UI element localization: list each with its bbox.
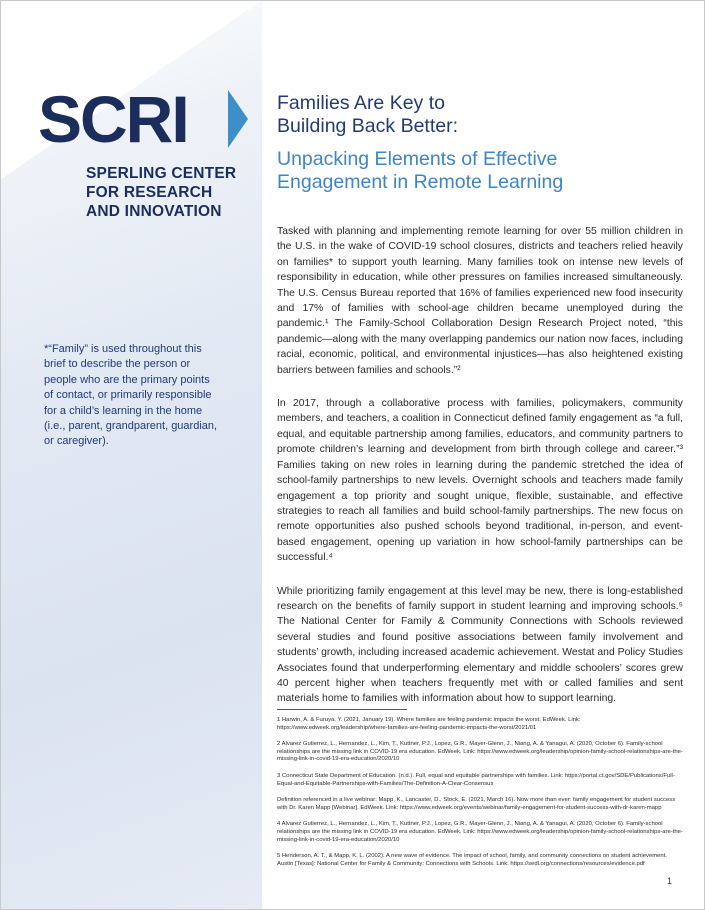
footnote: 1 Harwin, A. & Furuya, Y. (2021, January 19). Where families are feeling pandemic impacts the worst. EdWeek. Link: https://www.edweek.org/leadership/where-families-are-feeling-pandemic-impacts-the-worst/2021/01 xyxy=(277,717,581,731)
title-block xyxy=(277,92,687,194)
document-subtitle xyxy=(277,148,687,194)
footnote: 2 Alvarez Gutierrez, L., Hernandez, L., Kim, T., Kuttner, P.J., Lopez, G.R., Mayer-Glenn, J., Niang, A. & Yanagui, A. (2020, October 6). Family-school relationships are the missing link in COVID-19 era education. EdWeek. Link: https://www.edweek.org/leadership/opinion-family-school-relationships-are-the-missing-link-in-covid-19-era-education/2020/10 xyxy=(277,741,683,763)
org-name-line: AND INNOVATION xyxy=(86,203,222,220)
scri-logo xyxy=(38,82,243,156)
body-paragraph: In 2017, through a collaborative process with families, policymakers, community members, and teachers, a coalition in Connecticut defined family engagement as “a full, equal, and equitable partnership among families, educators, and community partners to promote children’s learning and development from birth through college and career.”³ Families taking on new roles in learning during the pandemic stretched the idea of school-family partnerships to new levels. Overnight schools and teachers made family engagement a top priority and sought unique, flexible, sustainable, and effective strategies to reach all families and build school-family partnerships. The new focus on remote opportunities also pushed schools beyond traditional, in-person, and event-based engagement, opening up variation in how school-family partnerships can be successful.⁴ xyxy=(277,398,683,564)
footnotes xyxy=(277,717,683,877)
footnote: 4 Alvarez Gutierrez, L., Hernandez, L., Kim, T., Kuttner, P.J., Lopez, G.R., Mayer-Glenn, J., Niang, A. & Yanagui, A. (2020, October 6). Family-school relationships are the missing link in COVID-19 era education. EdWeek. Link: https://www.edweek.org/leadership/opinion-family-school-relationships-are-the-missing-link-in-covid-19-era-education/2020/10 xyxy=(277,821,683,843)
org-name-line: SPERLING CENTER xyxy=(86,165,237,182)
footnote-divider xyxy=(277,709,407,710)
organization-name xyxy=(86,164,256,221)
title-line: Families Are Key to xyxy=(277,92,445,114)
title-line: Building Back Better: xyxy=(277,115,459,137)
org-name-line: FOR RESEARCH xyxy=(86,184,213,201)
subtitle-line: Unpacking Elements of Effective xyxy=(277,148,558,170)
family-definition-note: *“Family” is used throughout this brief to describe the person or people who are the primary points of contact, or primarily responsible for a child’s learning in the home (i.e., parent, grandparent, guardian, or caregiver). xyxy=(44,343,218,448)
footnote: Definition referenced in a live webinar: Mapp, K., Lancaster, D., Stock, E. (2021, March 16). Now more than ever: family engagement for student success with Dr. Karen Mapp [Webinar]. EdWeek. Link: https://www.edweek.org/events/webinar/family-engagement-for-student-success-with-dr-karen-mapp xyxy=(277,797,676,811)
body-text xyxy=(277,224,683,725)
subtitle-line: Engagement in Remote Learning xyxy=(277,171,564,193)
document-title xyxy=(277,92,687,138)
body-paragraph: Tasked with planning and implementing remote learning for over 55 million children in the U.S. in the wake of COVID-19 school closures, districts and teachers relied heavily on families* to support youth learning. Many families took on intense new levels of responsibility in education, while other pressures on families increased simultaneously. The U.S. Census Bureau reported that 16% of families experienced new food insecurity and 17% of families with school-age children became unemployed during the pandemic.¹ The Family-School Collaboration Design Research Project noted, “this pandemic—along with the many overlapping pandemics our nation now faces, including racial, economic, political, and environmental injustices—has also heightened existing barriers between families and schools.”² xyxy=(277,226,683,376)
footnote: 5 Henderson, A. T., & Mapp, K. L. (2002). A new wave of evidence. The impact of school, family, and community connections on student achievement. Austin [Texas]: National Center for Family & Community: Connections with Schools. Link: https://sedl.org/connections/resources/evidence.pdf xyxy=(277,853,667,867)
play-arrow-icon xyxy=(228,90,248,148)
body-paragraph: While prioritizing family engagement at this level may be new, there is long-established research on the benefits of family support in student learning and improving schools.⁵ The National Center for Family & Community Connections with Schools reviewed several studies and found positive associations between family involvement and students’ growth, including increased academic achievement. Westat and Policy Studies Associates found that underperforming elementary and middle schoolers’ scores grew 40 percent higher when teachers frequently met with or called families and sent materials home to families with information about how to support learning. xyxy=(277,585,683,705)
footnote: 3 Connecticut State Department of Education. (n.d.). Full, equal and equitable partnerships with families. Link: https://portal.ct.gov/SDE/Publications/Full-Equal-and-Equitable-Partnerships-with-Families/The-Definition-A-Clear-Consensus xyxy=(277,772,675,787)
logo-text: SCRI xyxy=(38,82,188,156)
page-number: 1 xyxy=(667,876,673,886)
